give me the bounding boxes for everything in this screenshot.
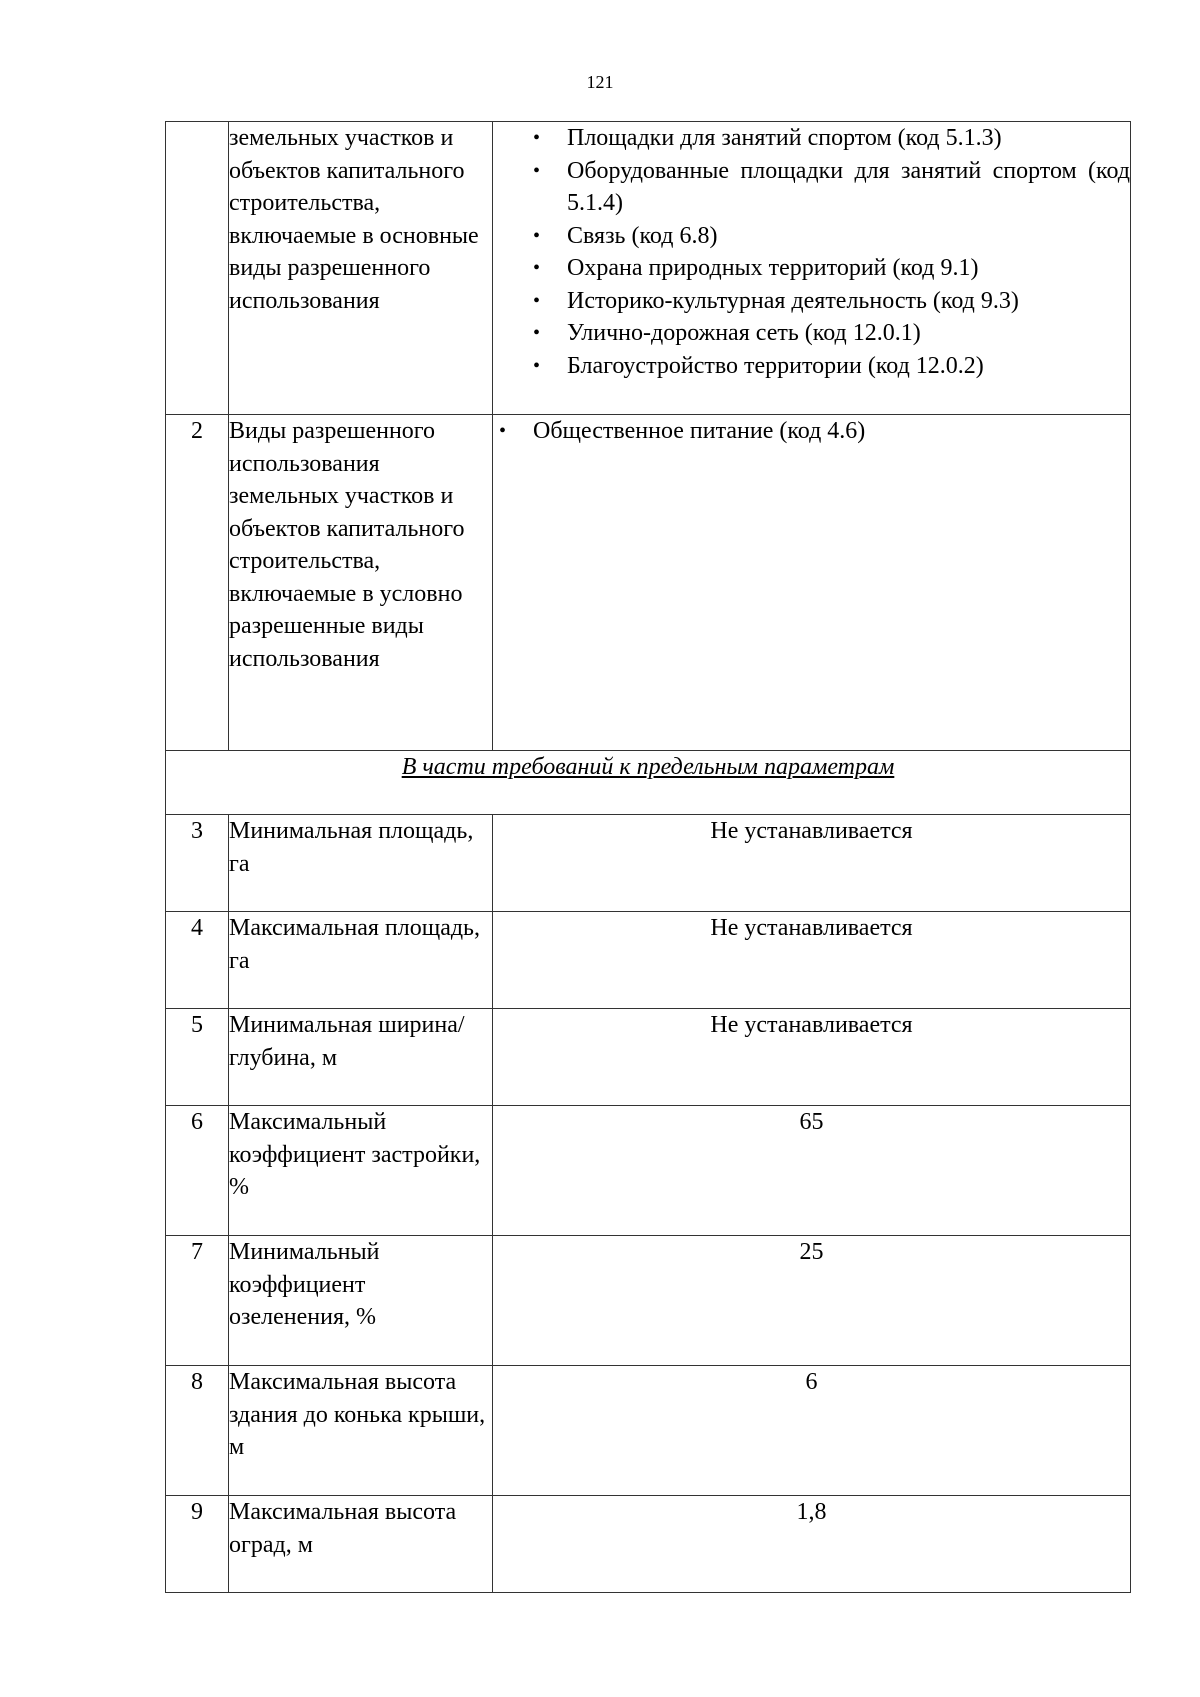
param-name: Минимальный коэффициент озеленения, % <box>229 1236 493 1366</box>
row-number: 9 <box>166 1496 229 1593</box>
table-row <box>166 1009 1131 1106</box>
bullet-icon: • <box>499 420 507 442</box>
param-name: Максимальная высота здания до конька крыши, м <box>229 1366 493 1496</box>
row-number: 4 <box>166 912 229 1009</box>
row-number: 2 <box>166 415 229 751</box>
zoning-table <box>165 121 1131 1593</box>
list-item: • Общественное питание (код 4.6) <box>493 415 1130 448</box>
bullet-icon: • <box>533 289 541 312</box>
table-row <box>166 815 1131 912</box>
list-item: • Оборудованные площадки для занятий спортом (код 5.1.4) <box>533 155 1130 220</box>
param-value: 65 <box>493 1106 1131 1236</box>
row-number: 5 <box>166 1009 229 1106</box>
list-item: • Связь (код 6.8) <box>533 220 1130 253</box>
table-row <box>166 912 1131 1009</box>
table-row <box>166 1236 1131 1366</box>
row-name: Виды разрешенного использования земельных участков и объектов капитального строительства, включаемые в условно разрешенные виды использования <box>229 415 493 751</box>
list-item: • Площадки для занятий спортом (код 5.1.3) <box>533 122 1130 155</box>
bullet-icon: • <box>533 224 541 247</box>
param-value: 6 <box>493 1366 1131 1496</box>
param-value: 1,8 <box>493 1496 1131 1593</box>
table-row <box>166 1366 1131 1496</box>
list-item: • Охрана природных территорий (код 9.1) <box>533 252 1130 285</box>
list-item: • Улично-дорожная сеть (код 12.0.1) <box>533 317 1130 350</box>
permitted-uses-list <box>533 122 1130 382</box>
row-number <box>166 122 229 415</box>
conditional-uses-list <box>493 415 1130 448</box>
param-name: Минимальная площадь, га <box>229 815 493 912</box>
bullet-icon: • <box>533 257 541 279</box>
bullet-icon: • <box>533 159 541 182</box>
row-number: 6 <box>166 1106 229 1236</box>
param-value: 25 <box>493 1236 1131 1366</box>
param-value: Не устанавливается <box>493 815 1131 912</box>
bullet-icon: • <box>533 354 541 377</box>
list-item: • Историко-культурная деятельность (код 9.3) <box>533 285 1130 318</box>
page-number: 121 <box>586 72 614 92</box>
row-number: 8 <box>166 1366 229 1496</box>
section-row <box>166 751 1131 815</box>
conditional-uses-cell <box>493 415 1131 751</box>
permitted-uses-cell <box>493 122 1131 415</box>
param-name: Минимальная ширина/ глубина, м <box>229 1009 493 1106</box>
table-row <box>166 415 1131 751</box>
table-row <box>166 1496 1131 1593</box>
bullet-icon: • <box>533 127 541 149</box>
param-name: Максимальная высота оград, м <box>229 1496 493 1593</box>
row-number: 3 <box>166 815 229 912</box>
row-name: земельных участков и объектов капитального строительства, включаемые в основные виды разрешенного использования <box>229 122 493 415</box>
bullet-icon: • <box>533 322 541 344</box>
param-name: Максимальный коэффициент застройки, % <box>229 1106 493 1236</box>
row-number: 7 <box>166 1236 229 1366</box>
table-row <box>166 1106 1131 1236</box>
param-value: Не устанавливается <box>493 1009 1131 1106</box>
param-name: Максимальная площадь, га <box>229 912 493 1009</box>
section-title: В части требований к предельным параметрам <box>166 751 1131 815</box>
list-item: • Благоустройство территории (код 12.0.2) <box>533 350 1130 383</box>
param-value: Не устанавливается <box>493 912 1131 1009</box>
table-row <box>166 122 1131 415</box>
